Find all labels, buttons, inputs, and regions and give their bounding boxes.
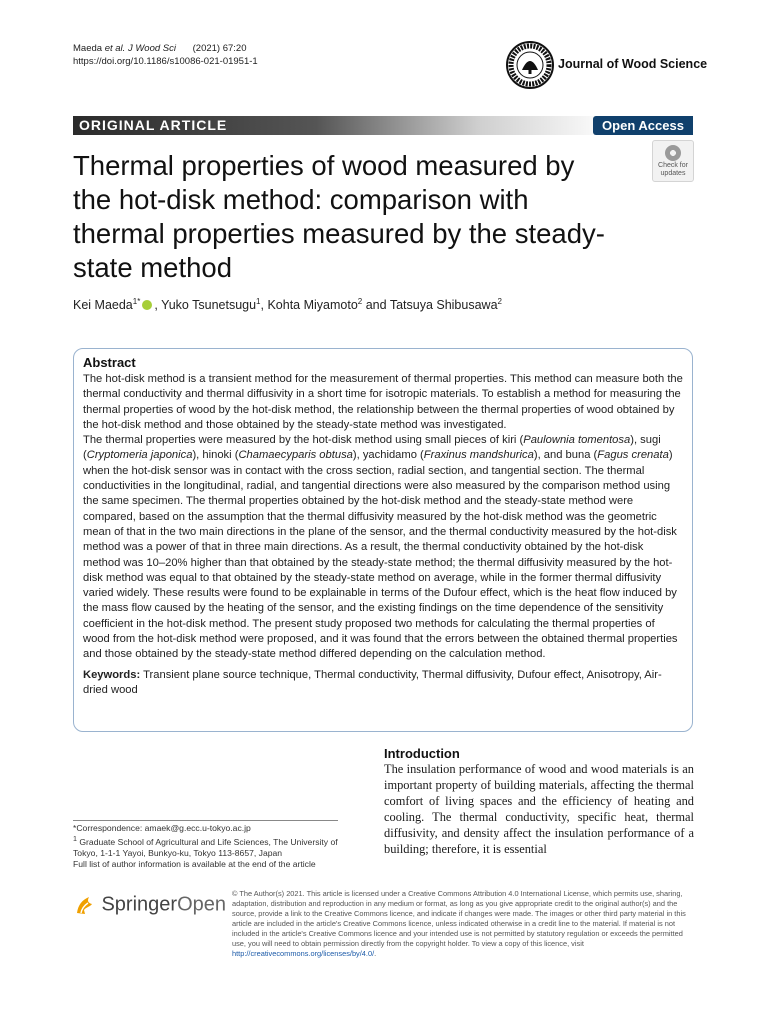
correspondence: *Correspondence: amaek@g.ecc.u-tokyo.ac.jp — [73, 823, 251, 833]
article-title: Thermal properties of wood measured by the hot-disk method: comparison with thermal properties measured by the steady-state method — [73, 150, 605, 283]
journal-name: Journal of Wood Science — [558, 57, 708, 71]
check-updates-line2: updates — [660, 170, 686, 177]
keywords-label: Keywords: — [83, 668, 141, 681]
author-affiliation: 1 — [256, 297, 261, 306]
springer-open-logo — [73, 893, 226, 917]
keywords — [83, 668, 683, 698]
article-type-bar — [73, 116, 693, 135]
species-name: Paulownia tomentosa — [523, 434, 631, 447]
abstract-box — [73, 348, 693, 732]
license-end: . — [374, 949, 377, 958]
author-name[interactable]: Tatsuya Shibusawa — [389, 298, 498, 313]
license-notice — [232, 889, 694, 959]
article-type-band — [73, 116, 613, 135]
keywords-list: Transient plane source technique, Thermal conductivity, Thermal diffusivity, Dufour effect, Anisotropy, Air-dried wood — [83, 668, 662, 696]
orcid-icon[interactable] — [142, 300, 152, 310]
author-affiliation: 2 — [497, 297, 502, 306]
doi-link[interactable]: https://doi.org/10.1186/s10086-021-01951-1 — [73, 56, 258, 67]
license-link[interactable]: http://creativecommons.org/licenses/by/4.0/ — [232, 949, 375, 958]
publisher-suffix: Open — [177, 893, 226, 916]
affiliation-text: Graduate School of Agricultural and Life Sciences, The University of Tokyo, 1-1-1 Yayoi, Bunkyo-ku, Tokyo 113-8657, Japan — [73, 836, 338, 858]
author-name[interactable]: Yuko Tsunetsugu — [161, 298, 257, 313]
author-affiliation: 1* — [132, 297, 141, 306]
abstract-text: ) when the hot-disk sensor was in contact with the cross section, radial section, and tangential section. The thermal conductivities in the longitudinal, radial, and tangential directions were also measured by the comparison method using the same specimen. The thermal properties obtained by the hot-disk method and the steady-state method were compared, based on the assumption that the thermal diffusivity measured by the hot-disk method was the geometric mean of that in the two main directions in the plane of the sensor, and the thermal conductivity measured by the hot-disk method was a power of that in three main directions. As a result, the thermal conductivity obtained by the hot-disk method was 10–20% higher than that obtained by the steady-state method; the thermal diffusivity measured by the hot-disk method was equal to that obtained by the steady-state method on average, while in the former thermal diffusivity varied widely. These results were found to be explainable in terms of the Dufour effect, which is the heat flow induced by the mass flow caused by the heating of the sensor, and the existing findings on the time dependence of the sensitivity coefficient in the hot-disk method. The present study proposed two methods for calculating the thermal properties of wood from the hot-disk method were proposed, and it was found that the errors between the obtained thermal properties and those obtained by the steady-state method differed depending on the calculation method. — [83, 449, 678, 661]
check-for-updates-button[interactable] — [652, 140, 694, 182]
species-name: Fagus crenata — [597, 449, 669, 462]
species-name: Cryptomeria japonica — [86, 449, 193, 462]
species-name: Fraxinus mandshurica — [423, 449, 534, 462]
springer-horse-icon — [73, 893, 97, 917]
abstract-text: ), and buna ( — [533, 449, 598, 462]
abstract-text: ), yachidamo ( — [352, 449, 424, 462]
author-separator: and — [362, 298, 390, 313]
abstract-paragraph-1: The hot-disk method is a transient method for the measurement of thermal properties. This method can measure both the thermal conductivity and thermal diffusivity in a short time for isotropic materials. To establish a method for measuring the thermal properties of wood by the hot-disk method, the relationship between the thermal properties of wood obtained by the hot-disk method and those obtained by the steady-state method was investigated. — [83, 373, 683, 431]
introduction-heading: Introduction — [384, 746, 460, 761]
citation-authors: Maeda — [73, 43, 103, 54]
species-name: Chamaecyparis obtusa — [238, 449, 353, 462]
author-separator: , — [260, 298, 268, 313]
author-name[interactable]: Kei Maeda — [73, 298, 133, 313]
author-list — [73, 297, 502, 312]
abstract-text: ), hinoki ( — [192, 449, 239, 462]
affiliation-sup: 1 — [73, 835, 77, 843]
journal-seal-icon — [505, 40, 555, 90]
affiliation — [73, 834, 338, 859]
author-separator: , — [154, 298, 162, 313]
citation-journal: et al. J Wood Sci — [104, 43, 176, 54]
publisher-name: Springer — [101, 893, 178, 916]
crossmark-icon — [665, 145, 681, 161]
license-text: © The Author(s) 2021. This article is licensed under a Creative Commons Attribution 4.0 International License, which permits use, sharing, adaptation, distribution and reproduction in any medium or format, as long as you give appropriate credit to the original author(s) and the source, provide a link to the Creative Commons licence, and indicate if changes were made. The images or other third party material in this article are included in the article's Creative Commons licence, unless indicated otherwise in a credit line to the material. If material is not included in the article's Creative Commons licence and your intended use is not permitted by statutory regulation or exceeds the permitted use, you will need to obtain permission directly from the copyright holder. To view a copy of this licence, visit — [232, 889, 686, 948]
open-access-badge: Open Access — [593, 116, 693, 135]
citation-meta — [73, 42, 258, 68]
abstract-text: ), sugi ( — [83, 434, 661, 462]
article-type-label: ORIGINAL ARTICLE — [79, 117, 228, 133]
abstract-heading: Abstract — [83, 355, 136, 370]
check-updates-line1: Check for — [658, 162, 688, 169]
abstract-paragraph-2 — [83, 433, 683, 662]
author-affiliation: 2 — [357, 297, 363, 306]
introduction-text: The insulation performance of wood and wood materials is an important property of building materials, affecting the thermal comfort of living spaces and the efficiency of heating and cooling. The thermal conductivity, specific heat, thermal diffusivity, and density affect the insulation performance of a building; therefore, it is essential — [384, 762, 694, 856]
full-list-note: Full list of author information is available at the end of the article — [73, 858, 316, 869]
footnotes — [73, 820, 338, 870]
author-name[interactable]: Kohta Miyamoto — [267, 298, 358, 313]
citation-year: (2021) 67:20 — [192, 43, 247, 54]
introduction-section — [384, 746, 694, 857]
abstract-text: The thermal properties were measured by the hot-disk method using small pieces of kiri ( — [83, 434, 524, 447]
